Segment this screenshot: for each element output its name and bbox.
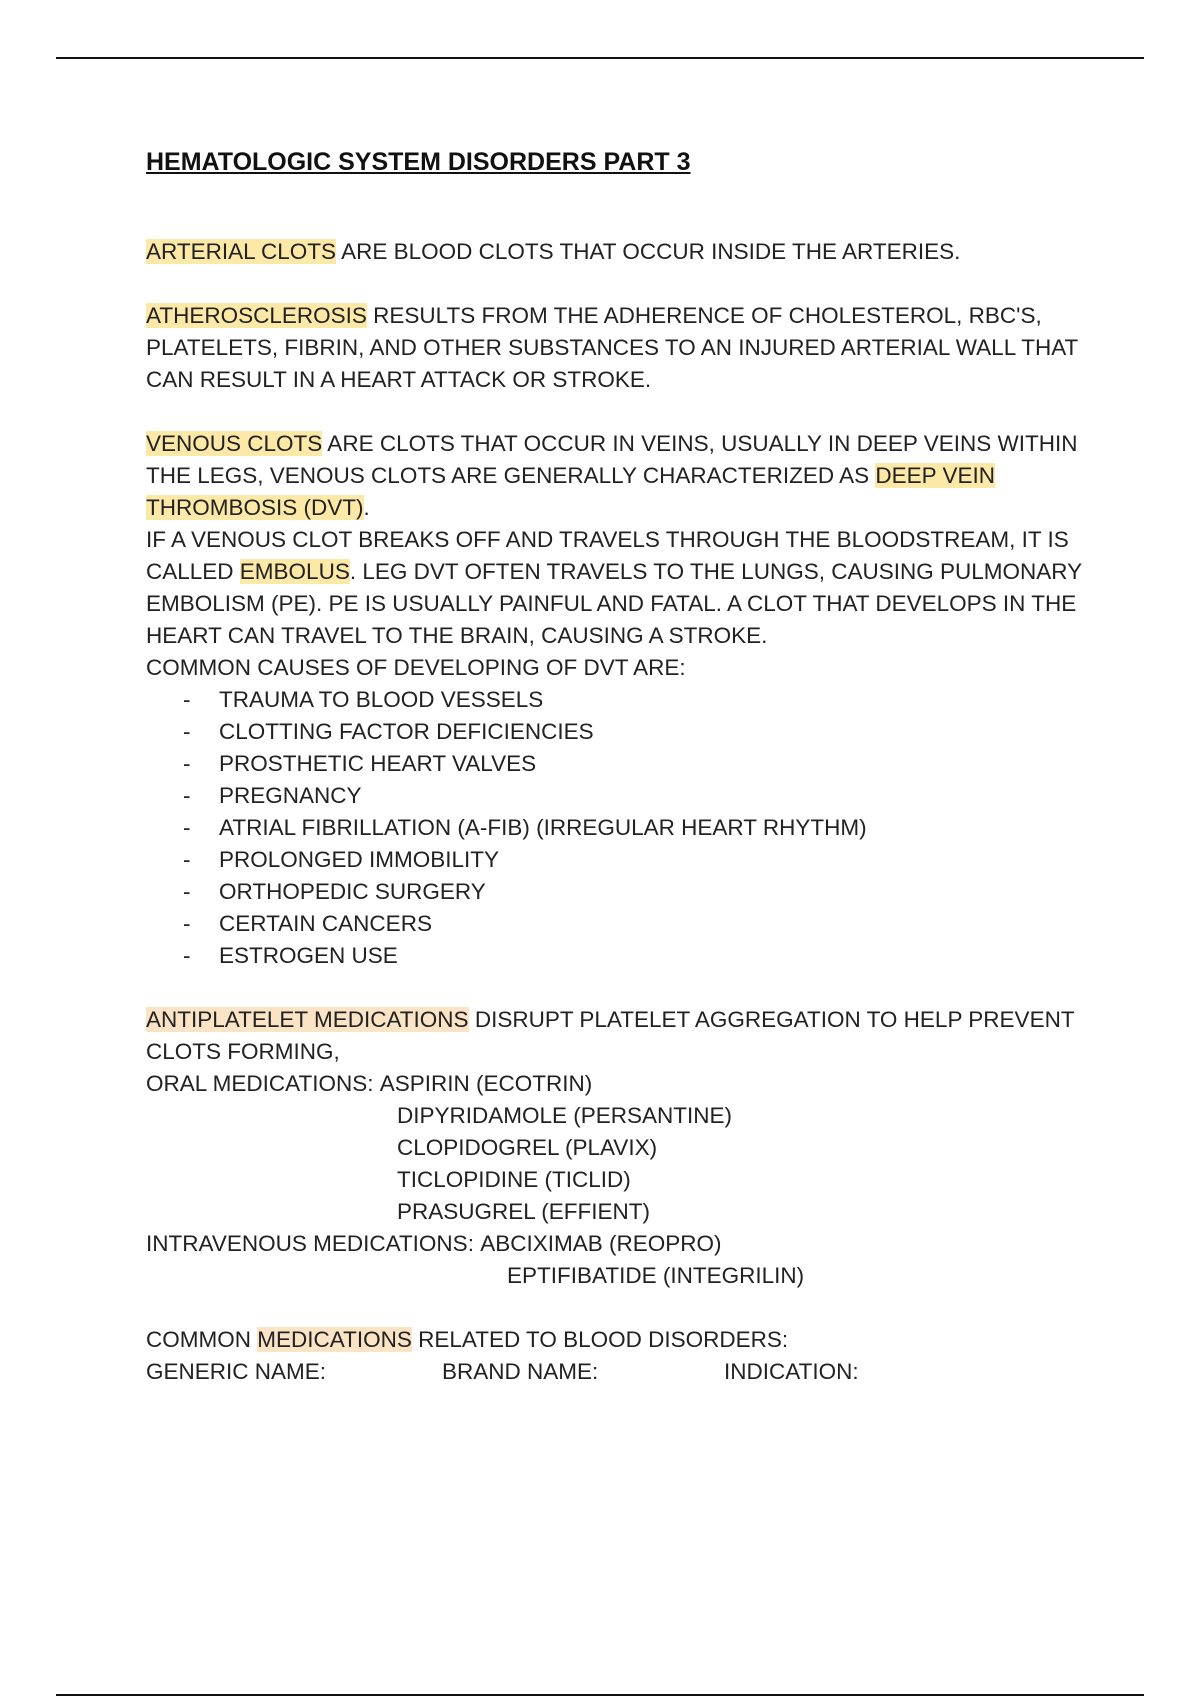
- oral-med-0: ASPIRIN (ECOTRIN): [379, 1071, 593, 1096]
- col-indication: INDICATION:: [724, 1359, 859, 1384]
- term-antiplatelet-medications: ANTIPLATELET MEDICATIONS: [146, 1007, 469, 1032]
- cause-item-text: PROLONGED IMMOBILITY: [219, 847, 500, 872]
- cause-item-text: PROSTHETIC HEART VALVES: [219, 751, 537, 776]
- bullet-dash: -: [183, 879, 191, 904]
- medication-table-header: [146, 1356, 1106, 1388]
- cause-item: [183, 748, 1106, 780]
- cause-item: [183, 940, 1106, 972]
- iv-med-0: ABCIXIMAB (REOPRO): [480, 1231, 722, 1256]
- cause-item-text: ORTHOPEDIC SURGERY: [219, 879, 486, 904]
- arterial-clots-paragraph: [146, 236, 1106, 268]
- term-embolus: EMBOLUS: [239, 559, 350, 584]
- cause-item-text: PREGNANCY: [219, 783, 362, 808]
- cause-item: [183, 812, 1106, 844]
- cause-item: [183, 908, 1106, 940]
- embolus-paragraph: [146, 524, 1106, 652]
- spacer: [146, 1292, 1106, 1324]
- iv-medications-row: [146, 1228, 1106, 1260]
- venous-clots-text: ARE CLOTS THAT OCCUR IN VEINS, USUALLY IN DEEP VEINS WITHIN THE LEGS, VENOUS CLOTS ARE GENERALLY CHARACTERIZED AS: [146, 431, 1078, 488]
- bullet-dash: -: [183, 687, 191, 712]
- antiplatelet-text: DISRUPT PLATELET AGGREGATION TO HELP PREVENT CLOTS FORMING,: [146, 1007, 1075, 1064]
- causes-heading: COMMON CAUSES OF DEVELOPING OF DVT ARE:: [146, 655, 686, 680]
- venous-clots-paragraph: [146, 428, 1106, 524]
- spacer: [146, 396, 1106, 428]
- cause-item: [183, 684, 1106, 716]
- oral-medications-row: [146, 1068, 1106, 1100]
- iv-medications-label: INTRAVENOUS MEDICATIONS:: [146, 1231, 481, 1256]
- iv-med-1: EPTIFIBATIDE (INTEGRILIN): [507, 1263, 805, 1288]
- bullet-dash: -: [183, 751, 191, 776]
- term-arterial-clots: ARTERIAL CLOTS: [146, 239, 337, 264]
- term-dvt: DEEP VEIN THROMBOSIS (DVT): [146, 463, 996, 520]
- cause-item-text: ATRIAL FIBRILLATION (A-FIB) (IRREGULAR HEART RHYTHM): [219, 815, 867, 840]
- col-generic-name: GENERIC NAME:: [146, 1359, 327, 1384]
- cause-item-text: TRAUMA TO BLOOD VESSELS: [219, 687, 544, 712]
- cause-item: [183, 780, 1106, 812]
- oral-med-3: TICLOPIDINE (TICLID): [397, 1167, 631, 1192]
- term-medications: MEDICATIONS: [257, 1327, 412, 1352]
- bottom-rule: [56, 1694, 1144, 1696]
- embolus-text-post: . LEG DVT OFTEN TRAVELS TO THE LUNGS, CAUSING PULMONARY EMBOLISM (PE). PE IS USUALLY PAINFUL AND FATAL. A CLOT THAT DEVELOPS IN THE HEART CAN TRAVEL TO THE BRAIN, CAUSING A STROKE.: [146, 559, 1082, 648]
- bullet-dash: -: [183, 719, 191, 744]
- col-brand-name: BRAND NAME:: [442, 1359, 599, 1384]
- spacer: [146, 972, 1106, 1004]
- cause-item: [183, 716, 1106, 748]
- atherosclerosis-text: RESULTS FROM THE ADHERENCE OF CHOLESTEROL, RBC'S, PLATELETS, FIBRIN, AND OTHER SUBSTANCES TO AN INJURED ARTERIAL WALL THAT CAN RESULT IN A HEART ATTACK OR STROKE.: [146, 303, 1078, 392]
- embolus-text-pre: IF A VENOUS CLOT BREAKS OFF AND TRAVELS THROUGH THE BLOODSTREAM, IT IS CALLED: [146, 527, 1069, 584]
- oral-medications-label: ORAL MEDICATIONS:: [146, 1071, 380, 1096]
- cause-item-text: CLOTTING FACTOR DEFICIENCIES: [219, 719, 594, 744]
- bullet-dash: -: [183, 911, 191, 936]
- term-venous-clots: VENOUS CLOTS: [146, 431, 323, 456]
- oral-med-1: DIPYRIDAMOLE (PERSANTINE): [397, 1103, 733, 1128]
- page-title: HEMATOLOGIC SYSTEM DISORDERS PART 3: [146, 148, 691, 176]
- document-body: [146, 140, 1106, 1388]
- top-rule: [56, 57, 1144, 59]
- term-atherosclerosis: ATHEROSCLEROSIS: [146, 303, 367, 328]
- spacer: [146, 268, 1106, 300]
- venous-clots-end: .: [363, 495, 370, 520]
- common-text-post: RELATED TO BLOOD DISORDERS:: [411, 1327, 789, 1352]
- cause-item-text: CERTAIN CANCERS: [219, 911, 432, 936]
- arterial-clots-text: ARE BLOOD CLOTS THAT OCCUR INSIDE THE ARTERIES.: [336, 239, 961, 264]
- oral-med-2: CLOPIDOGREL (PLAVIX): [397, 1135, 658, 1160]
- bullet-dash: -: [183, 943, 191, 968]
- common-text-pre: COMMON: [146, 1327, 258, 1352]
- common-medications-heading: [146, 1324, 1106, 1356]
- bullet-dash: -: [183, 783, 191, 808]
- bullet-dash: -: [183, 847, 191, 872]
- cause-item-text: ESTROGEN USE: [219, 943, 398, 968]
- antiplatelet-paragraph: [146, 1004, 1106, 1068]
- atherosclerosis-paragraph: [146, 300, 1106, 396]
- bullet-dash: -: [183, 815, 191, 840]
- spacer: [146, 184, 1106, 236]
- oral-med-4: PRASUGREL (EFFIENT): [397, 1199, 650, 1224]
- cause-item: [183, 876, 1106, 908]
- causes-list: [146, 684, 1106, 972]
- cause-item: [183, 844, 1106, 876]
